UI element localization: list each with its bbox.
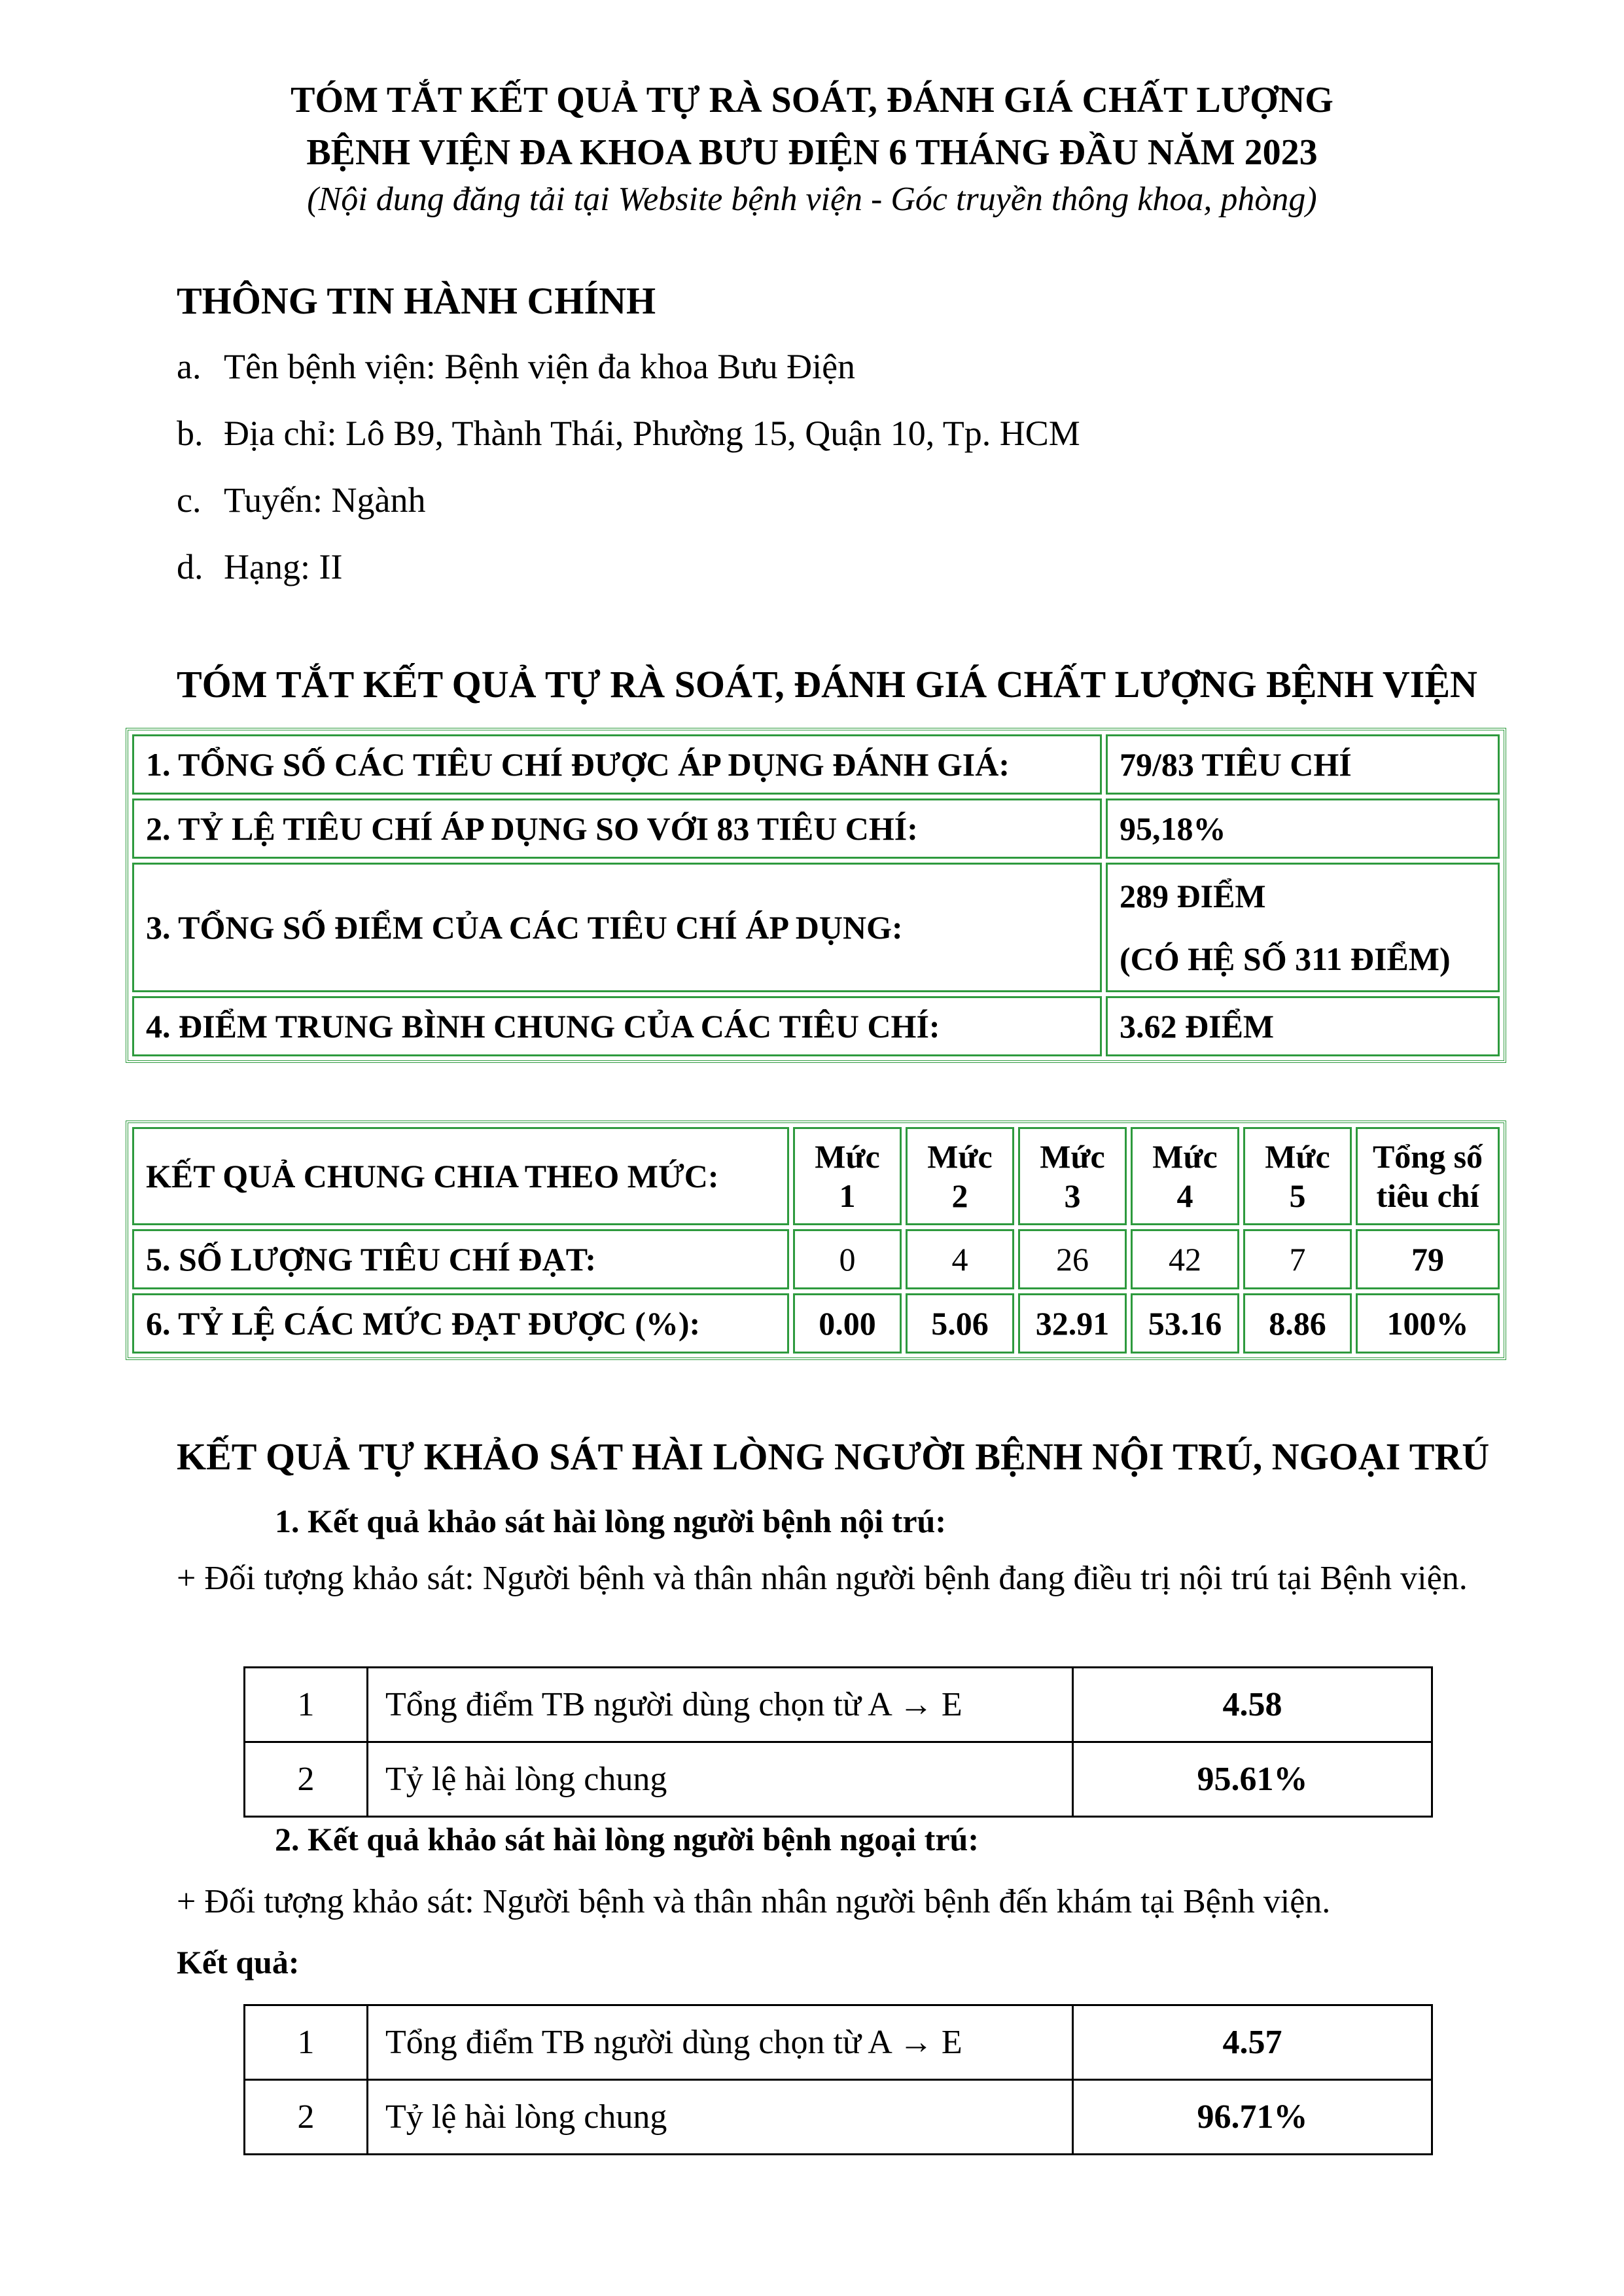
- levels-rate-row: [132, 1293, 1500, 1354]
- outpatient-heading: 2. Kết quả khảo sát hài lòng người bệnh ngoại trú:: [275, 1821, 979, 1857]
- summary-value: 95,18%: [1106, 798, 1500, 859]
- total-rate-value: 100%: [1356, 1293, 1500, 1354]
- summary-row: [132, 734, 1500, 795]
- summary-heading: TÓM TẮT KẾT QUẢ TỰ RÀ SOÁT, ĐÁNH GIÁ CHẤT LƯỢNG BỆNH VIỆN: [177, 663, 1477, 706]
- admin-info-item: [177, 478, 426, 522]
- row-number: 1: [245, 2005, 368, 2080]
- row-label: Tỷ lệ hài lòng chung: [368, 1742, 1073, 1817]
- level-column-number: 2: [951, 1177, 968, 1214]
- level-column-title: Mức: [927, 1138, 993, 1175]
- row-value: 95.61%: [1073, 1742, 1432, 1817]
- admin-info-text: Tuyến: Ngành: [224, 480, 426, 520]
- level-count-value: 42: [1131, 1229, 1239, 1289]
- summary-value: 289 ĐIỂM: [1120, 878, 1266, 914]
- row-label: Tỷ lệ hài lòng chung: [368, 2080, 1073, 2155]
- level-count-value: 7: [1243, 1229, 1352, 1289]
- level-count-value: 4: [906, 1229, 1014, 1289]
- inpatient-subject: + Đối tượng khảo sát: Người bệnh và thân nhân người bệnh đang điều trị nội trú tại Bệnh viện.: [177, 1560, 1468, 1597]
- total-column-header: [1356, 1127, 1500, 1225]
- level-column-header: [1131, 1127, 1239, 1225]
- level-column-number: 4: [1176, 1177, 1193, 1214]
- satisfaction-heading: KẾT QUẢ TỰ KHẢO SÁT HÀI LÒNG NGƯỜI BỆNH NỘI TRÚ, NGOẠI TRÚ: [177, 1435, 1490, 1478]
- levels-header-label: KẾT QUẢ CHUNG CHIA THEO MỨC:: [132, 1127, 789, 1225]
- document-title-line-2: BỆNH VIỆN ĐA KHOA BƯU ĐIỆN 6 THÁNG ĐẦU NĂM 2023: [306, 132, 1318, 173]
- summary-label: 2. TỶ LỆ TIÊU CHÍ ÁP DỤNG SO VỚI 83 TIÊU CHÍ:: [132, 798, 1102, 859]
- summary-label: 4. ĐIỂM TRUNG BÌNH CHUNG CỦA CÁC TIÊU CHÍ:: [132, 996, 1102, 1056]
- summary-label: 1. TỔNG SỐ CÁC TIÊU CHÍ ĐƯỢC ÁP DỤNG ĐÁNH GIÁ:: [132, 734, 1102, 795]
- row-label: Tổng điểm TB người dùng chọn từ A → E: [368, 2005, 1073, 2080]
- outpatient-row: [245, 2080, 1432, 2155]
- level-column-title: Mức: [815, 1138, 880, 1175]
- row-value: 96.71%: [1073, 2080, 1432, 2155]
- level-column-title: Mức: [1152, 1138, 1218, 1175]
- level-rate-value: 8.86: [1243, 1293, 1352, 1354]
- levels-rate-label: 6. TỶ LỆ CÁC MỨC ĐẠT ĐƯỢC (%):: [132, 1293, 789, 1354]
- admin-info-marker: b.: [177, 414, 203, 453]
- row-number: 1: [245, 1668, 368, 1742]
- summary-row: [132, 863, 1500, 992]
- outpatient-table: [243, 2004, 1433, 2155]
- levels-count-label: 5. SỐ LƯỢNG TIÊU CHÍ ĐẠT:: [132, 1229, 789, 1289]
- inpatient-row: [245, 1742, 1432, 1817]
- admin-info-item: [177, 344, 855, 389]
- admin-info-heading: THÔNG TIN HÀNH CHÍNH: [177, 279, 656, 322]
- admin-info-text: Địa chỉ: Lô B9, Thành Thái, Phường 15, Quận 10, Tp. HCM: [224, 414, 1080, 453]
- levels-table: [126, 1121, 1506, 1360]
- total-column-title: Tổng số: [1372, 1138, 1483, 1175]
- level-column-header: [1018, 1127, 1127, 1225]
- admin-info-text: Tên bệnh viện: Bệnh viện đa khoa Bưu Điện: [224, 347, 856, 386]
- summary-value: 3.62 ĐIỂM: [1106, 996, 1500, 1056]
- level-column-header: [1243, 1127, 1352, 1225]
- level-rate-value: 5.06: [906, 1293, 1014, 1354]
- row-value: 4.58: [1073, 1668, 1432, 1742]
- levels-count-row: [132, 1229, 1500, 1289]
- admin-info-marker: a.: [177, 347, 202, 386]
- levels-header-row: [132, 1127, 1500, 1225]
- row-value: 4.57: [1073, 2005, 1432, 2080]
- document-title-line-1: TÓM TẮT KẾT QUẢ TỰ RÀ SOÁT, ĐÁNH GIÁ CHẤT LƯỢNG: [291, 80, 1333, 120]
- summary-table: [126, 728, 1506, 1063]
- level-rate-value: 53.16: [1131, 1293, 1239, 1354]
- level-count-value: 0: [793, 1229, 902, 1289]
- level-column-title: Mức: [1265, 1138, 1330, 1175]
- outpatient-row: [245, 2005, 1432, 2080]
- level-column-number: 3: [1064, 1177, 1081, 1214]
- outpatient-subject: + Đối tượng khảo sát: Người bệnh và thân nhân người bệnh đến khám tại Bệnh viện.: [177, 1883, 1331, 1920]
- level-column-number: 1: [839, 1177, 856, 1214]
- inpatient-heading: 1. Kết quả khảo sát hài lòng người bệnh nội trú:: [275, 1503, 946, 1539]
- admin-info-marker: d.: [177, 547, 203, 586]
- summary-row: [132, 798, 1500, 859]
- document-subtitle: (Nội dung đăng tải tại Website bệnh viện - Góc truyền thông khoa, phòng): [307, 181, 1317, 218]
- outpatient-result-label: Kết quả:: [177, 1944, 300, 1981]
- summary-row: [132, 996, 1500, 1056]
- admin-info-text: Hạng: II: [224, 547, 343, 586]
- summary-label: 3. TỔNG SỐ ĐIỂM CỦA CÁC TIÊU CHÍ ÁP DỤNG:: [132, 863, 1102, 992]
- level-rate-value: 0.00: [793, 1293, 902, 1354]
- level-count-value: 26: [1018, 1229, 1127, 1289]
- level-column-number: 5: [1289, 1177, 1306, 1214]
- level-column-header: [906, 1127, 1014, 1225]
- total-count-value: 79: [1356, 1229, 1500, 1289]
- level-rate-value: 32.91: [1018, 1293, 1127, 1354]
- row-label: Tổng điểm TB người dùng chọn từ A → E: [368, 1668, 1073, 1742]
- row-number: 2: [245, 2080, 368, 2155]
- inpatient-row: [245, 1668, 1432, 1742]
- row-number: 2: [245, 1742, 368, 1817]
- level-column-header: [793, 1127, 902, 1225]
- inpatient-table: [243, 1666, 1433, 1818]
- admin-info-item: [177, 545, 342, 589]
- admin-info-marker: c.: [177, 480, 202, 520]
- total-column-subtitle: tiêu chí: [1376, 1177, 1479, 1214]
- level-column-title: Mức: [1040, 1138, 1105, 1175]
- admin-info-item: [177, 411, 1080, 456]
- summary-value: 79/83 TIÊU CHÍ: [1106, 734, 1500, 795]
- summary-value-cell: [1106, 863, 1500, 992]
- summary-value-note: (CÓ HỆ SỐ 311 ĐIỂM): [1120, 941, 1451, 977]
